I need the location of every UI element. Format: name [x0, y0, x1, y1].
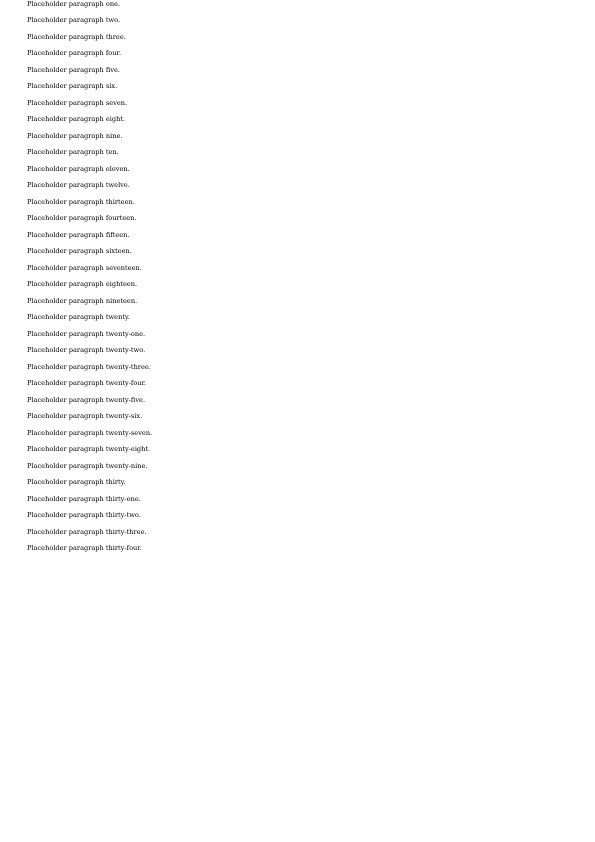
paragraph: Placeholder paragraph nineteen. [27, 296, 138, 305]
paragraph: Placeholder paragraph eleven. [27, 164, 130, 173]
paragraph: Placeholder paragraph twenty-two. [27, 346, 146, 355]
paragraph: Placeholder paragraph fourteen. [27, 214, 137, 223]
paragraph: Placeholder paragraph thirty-four. [27, 543, 142, 552]
paragraph: Placeholder paragraph thirteen. [27, 197, 135, 206]
paragraph: Placeholder paragraph twenty-three. [27, 362, 151, 371]
paragraph: Placeholder paragraph twenty-seven. [27, 428, 153, 437]
paragraph: Placeholder paragraph six. [27, 82, 118, 91]
document-page [27, 0, 567, 560]
paragraph: Placeholder paragraph thirty-three. [27, 527, 147, 536]
paragraph: Placeholder paragraph twenty-six. [27, 412, 143, 421]
paragraph: Placeholder paragraph twenty. [27, 313, 130, 322]
paragraph: Placeholder paragraph ten. [27, 148, 119, 157]
paragraph: Placeholder paragraph eight. [27, 115, 126, 124]
paragraph: Placeholder paragraph nine. [27, 131, 123, 140]
paragraph: Placeholder paragraph one. [27, 0, 121, 8]
paragraph: Placeholder paragraph eighteen. [27, 280, 138, 289]
paragraph: Placeholder paragraph twelve. [27, 181, 130, 190]
paragraph: Placeholder paragraph twenty-five. [27, 395, 146, 404]
paragraph: Placeholder paragraph sixteen. [27, 247, 132, 256]
paragraph: Placeholder paragraph twenty-nine. [27, 461, 148, 470]
paragraph: Placeholder paragraph twenty-one. [27, 329, 146, 338]
paragraph: Placeholder paragraph thirty-one. [27, 494, 141, 503]
paragraph: Placeholder paragraph seven. [27, 98, 128, 107]
paragraph: Placeholder paragraph five. [27, 65, 120, 74]
paragraph: Placeholder paragraph twenty-four. [27, 379, 147, 388]
paragraph: Placeholder paragraph thirty. [27, 478, 126, 487]
paragraph: Placeholder paragraph fifteen. [27, 230, 130, 239]
paragraph: Placeholder paragraph thirty-two. [27, 511, 141, 520]
paragraph: Placeholder paragraph four. [27, 49, 122, 58]
paragraph: Placeholder paragraph three. [27, 32, 126, 41]
paragraph: Placeholder paragraph twenty-eight. [27, 445, 151, 454]
paragraph: Placeholder paragraph two. [27, 16, 121, 25]
paragraph: Placeholder paragraph seventeen. [27, 263, 142, 272]
